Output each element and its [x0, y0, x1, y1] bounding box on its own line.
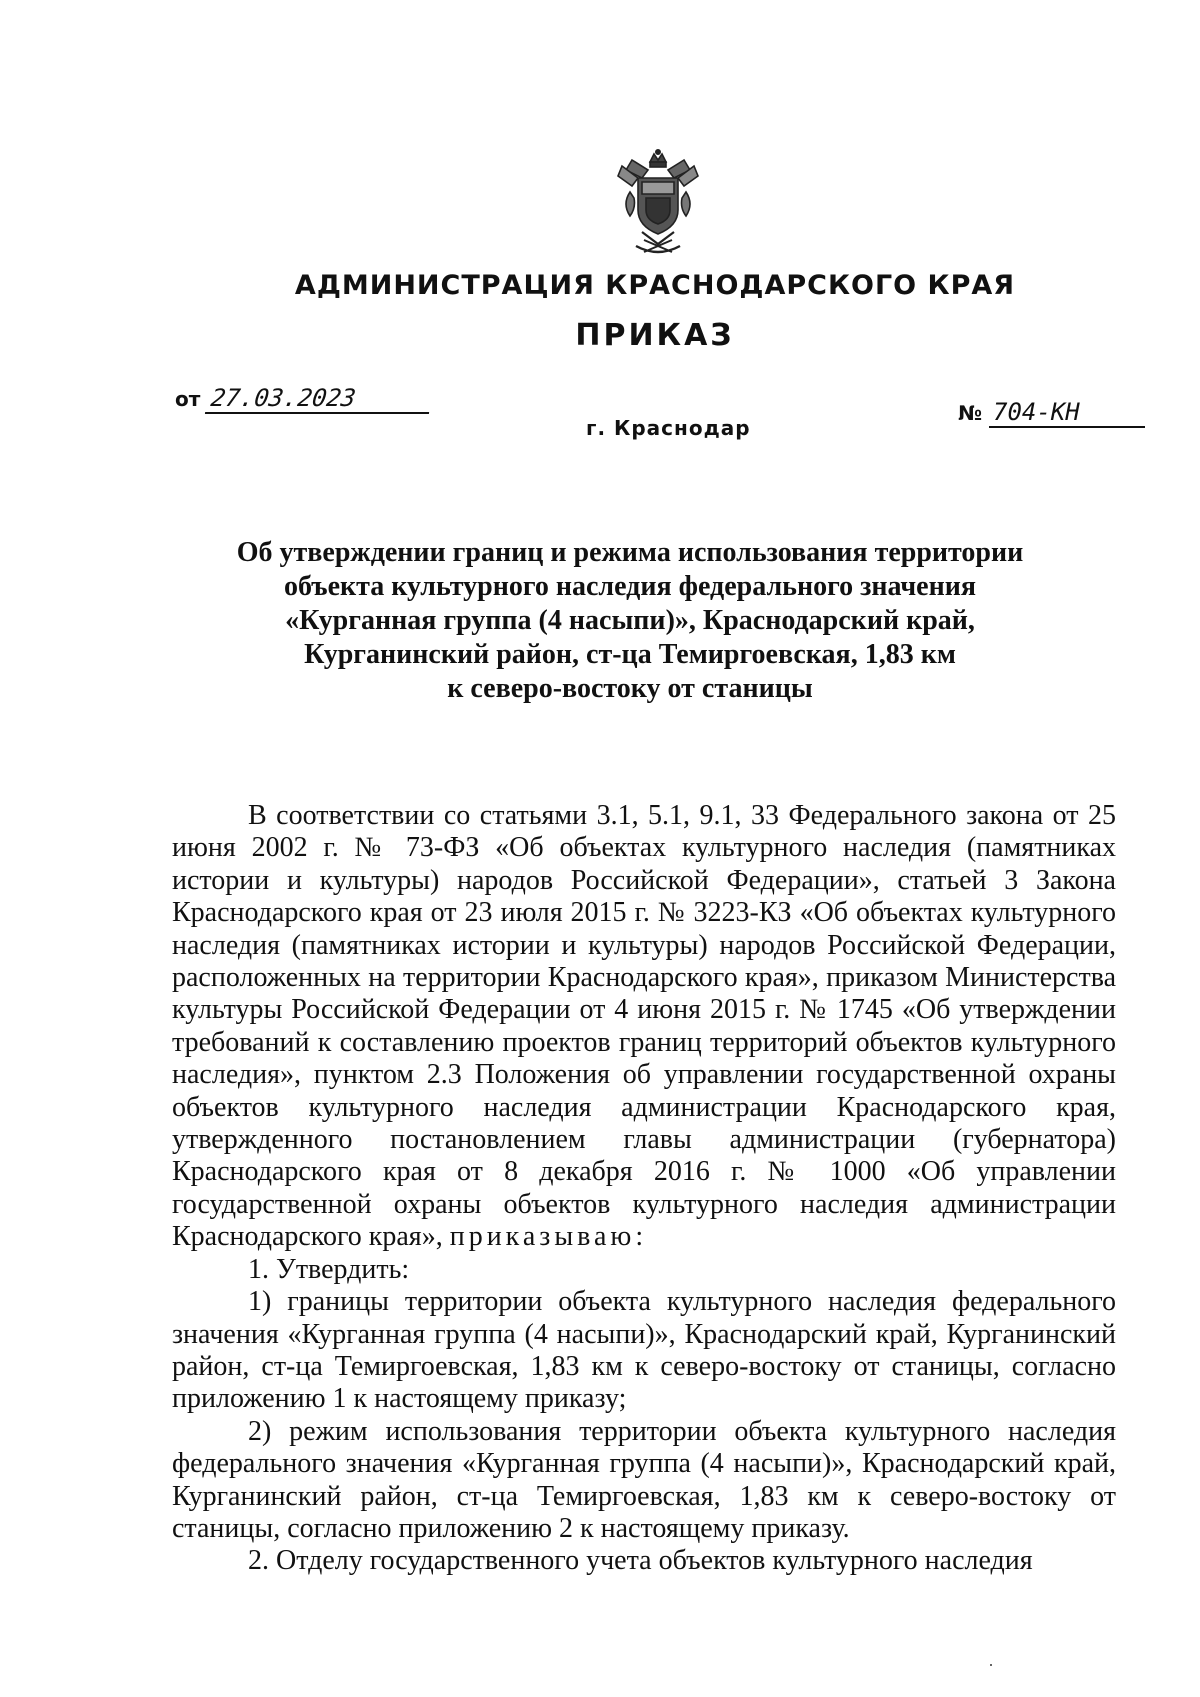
subject-line: объекта культурного наследия федерального значения [283, 571, 977, 602]
scan-speck [990, 1664, 992, 1666]
number-value: 704-КН [989, 398, 1145, 428]
document-type: ПРИКАЗ [575, 318, 735, 353]
document-body [172, 800, 1116, 1578]
subject-line: к северо-востоку от станицы [447, 673, 813, 704]
subject-line: Курганинский район, ст-ца Темиргоевская, 1,83 км [304, 639, 956, 670]
item-1-1: 1) границы территории объекта культурного наследия федерального значения «Курганная группа (4 насыпи)», Краснодарский край, Курганинский район, ст-ца Темиргоевская, 1,83 км к северо-востоку от станицы, согласно приложению 1 к настоящему приказу; [172, 1286, 1116, 1415]
date-prefix: от [175, 387, 201, 411]
preamble-text: В соответствии со статьями 3.1, 5.1, 9.1, 33 Федерального закона от 25 июня 2002 г. № 73-ФЗ «Об объектах культурного наследия (памятниках истории и культуры) народов Российской Федерации», статьей 3 Закона Краснодарского края от 23 июля 2015 г. № 3223-КЗ «Об объектах культурного наследия (памятниках истории и культуры) народов Российской Федерации, расположенных на территории Краснодарского края», приказом Министерства культуры Российской Федерации от 4 июня 2015 г. № 1745 «Об утверждении требований к составлению проектов границ территорий объектов культурного наследия», пунктом 2.3 Положения об управлении государственной охраны объектов культурного наследия администрации Краснодарского края, утвержденного постановлением главы администрации (губернатора) Краснодарского края от 8 декабря 2016 г. № 1000 «Об управлении государственной охраны объектов культурного наследия администрации Краснодарского края», [172, 800, 1116, 1253]
city: г. Краснодар [586, 416, 751, 440]
number-row [958, 398, 1145, 428]
document-subject [200, 536, 1060, 706]
preamble-paragraph [172, 800, 1116, 1254]
item-2: 2. Отделу государственного учета объектов культурного наследия [248, 1545, 1033, 1577]
order-word: приказываю: [449, 1221, 648, 1253]
organization-title: АДМИНИСТРАЦИЯ КРАСНОДАРСКОГО КРАЯ [294, 270, 1016, 301]
item-1: 1. Утвердить: [248, 1253, 410, 1285]
date-value: 27.03.2023 [205, 384, 433, 414]
date-row [175, 384, 431, 414]
krasnodar-coat-of-arms-icon [614, 148, 702, 258]
item-1-2: 2) режим использования территории объекта культурного наследия федерального значения «Курганная группа (4 насыпи)», Краснодарский край, Курганинский район, ст-ца Темиргоевская, 1,83 км к северо-востоку от станицы, согласно приложению 2 к настоящему приказу. [172, 1415, 1116, 1544]
number-prefix: № [958, 401, 983, 425]
subject-line: «Курганная группа (4 насыпи)», Краснодарский край, [285, 605, 975, 636]
subject-line: Об утверждении границ и режима использования территории [236, 537, 1024, 568]
